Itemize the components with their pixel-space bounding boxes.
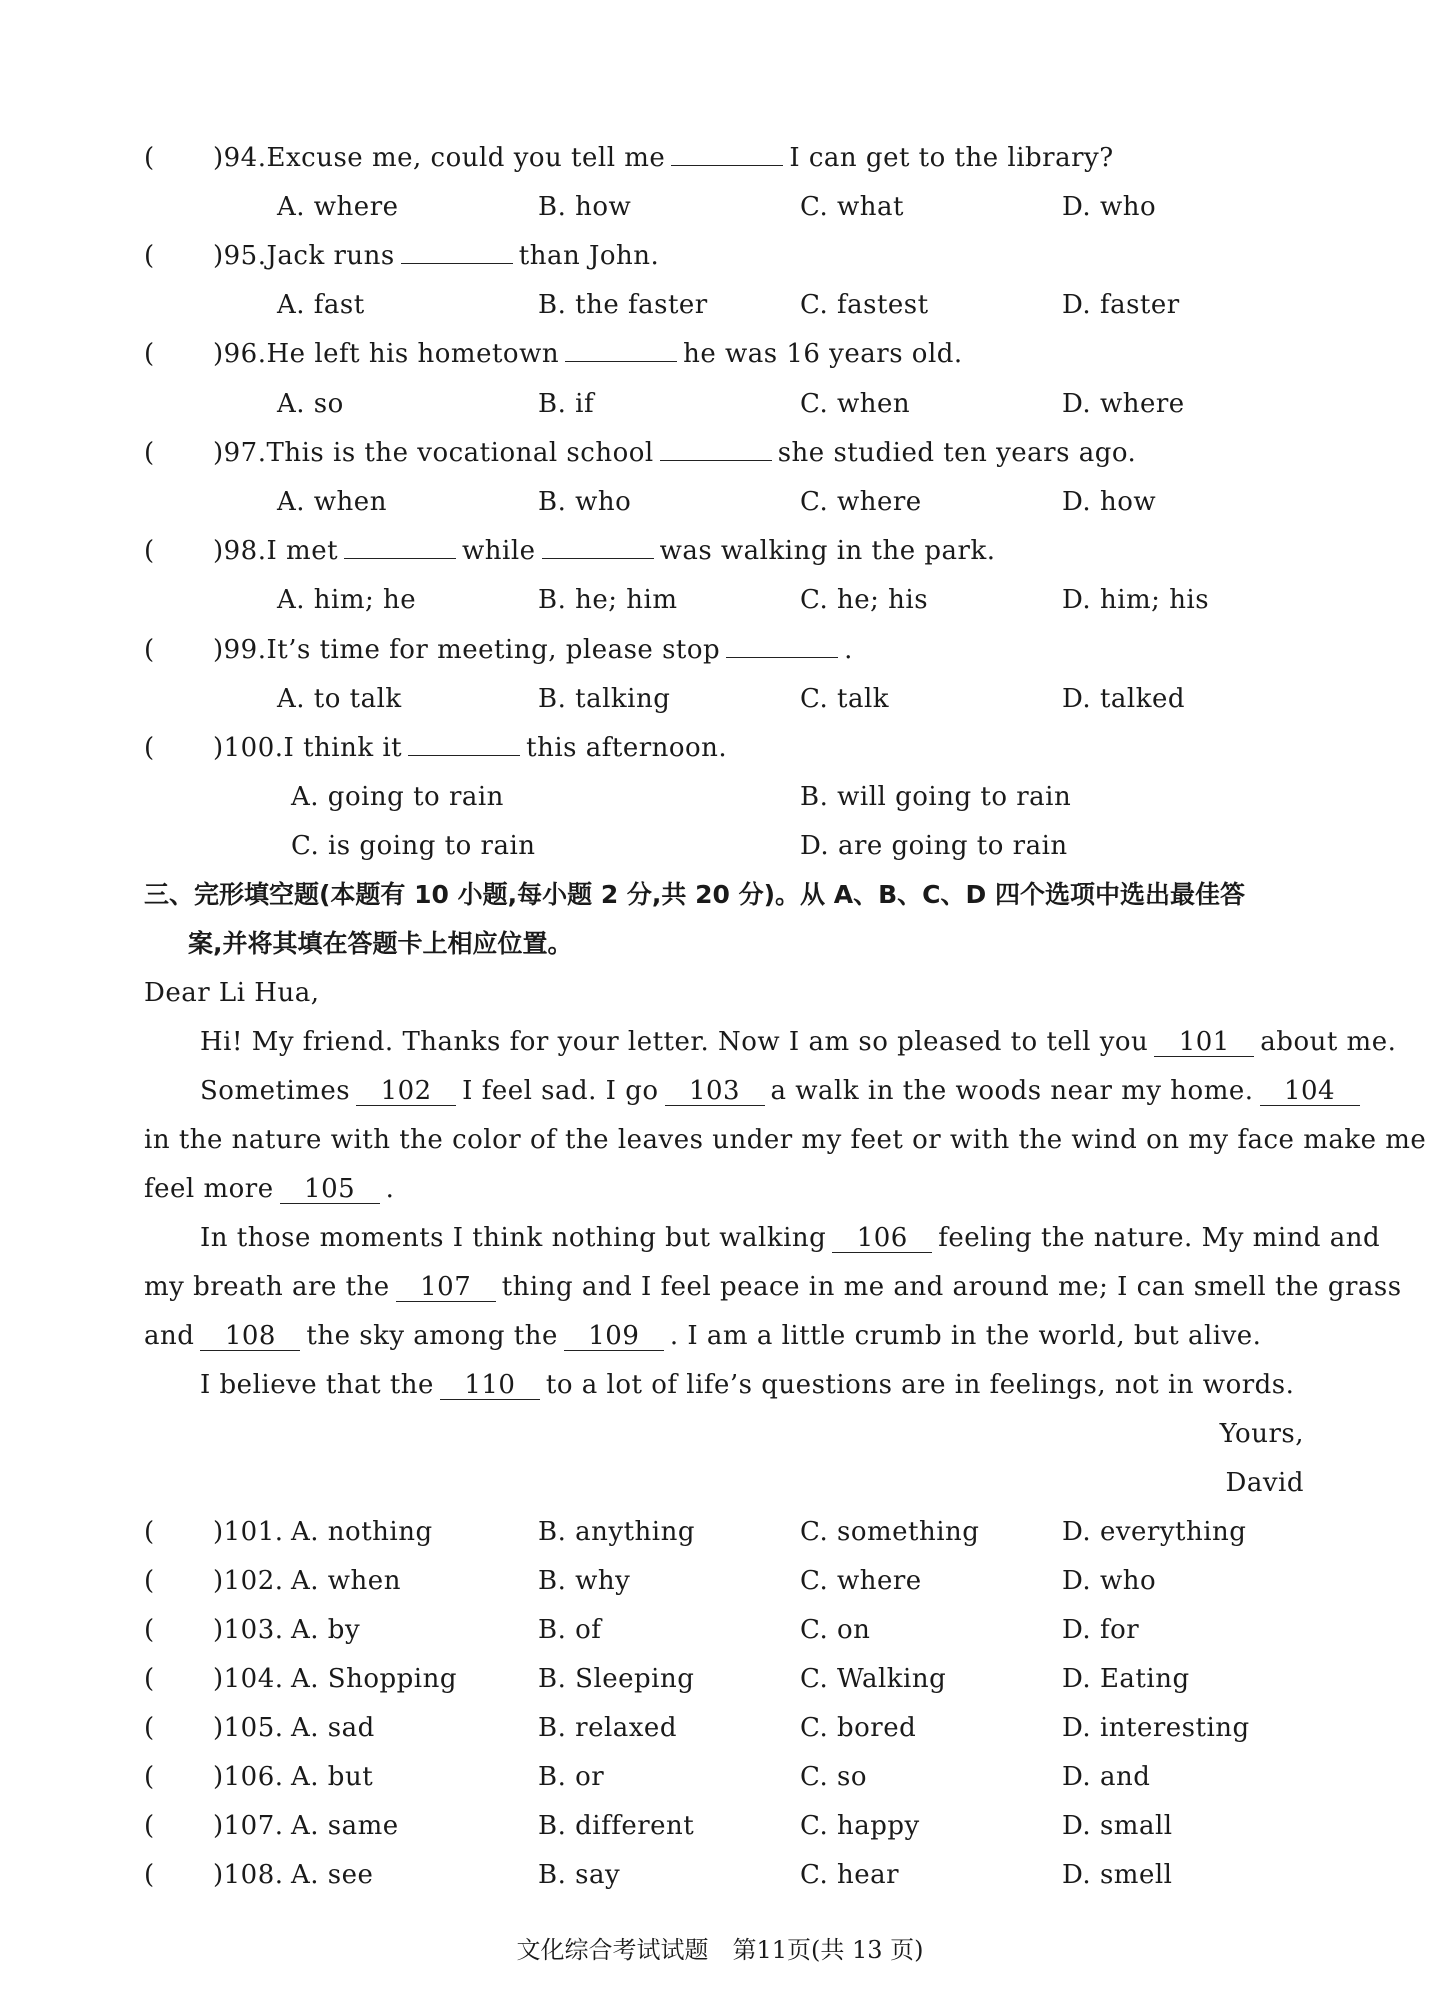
answer-paren[interactable]: (	[144, 339, 155, 369]
option-c[interactable]: C. on	[800, 1615, 871, 1645]
option-b[interactable]: B. Sleeping	[538, 1664, 695, 1694]
letter-text: my breath are the	[144, 1272, 390, 1302]
option-a[interactable]: A. nothing	[291, 1517, 433, 1547]
option-b[interactable]: B. anything	[538, 1517, 695, 1547]
question-96	[213, 338, 963, 370]
page-footer: 文化综合考试试题 第11页(共 13 页)	[516, 1936, 924, 1964]
letter-text: I believe that the	[200, 1370, 434, 1400]
option-d[interactable]: D. faster	[1062, 290, 1180, 320]
option-a[interactable]: A. him; he	[277, 585, 417, 615]
answer-blank	[565, 339, 677, 362]
option-c[interactable]: C. where	[800, 1566, 922, 1596]
letter-line-6	[144, 1271, 1402, 1303]
cloze-number: )102.	[213, 1566, 284, 1596]
letter-text: and	[144, 1321, 195, 1351]
question-text: I think it	[283, 733, 403, 763]
option-d[interactable]: D. him; his	[1062, 585, 1210, 615]
answer-blank	[726, 635, 838, 658]
option-c[interactable]: C. fastest	[800, 290, 929, 320]
option-c[interactable]: C. happy	[800, 1811, 920, 1841]
option-a[interactable]: A. Shopping	[291, 1664, 458, 1694]
answer-paren[interactable]: (	[144, 241, 155, 271]
option-b[interactable]: B. he; him	[538, 585, 678, 615]
answer-blank	[408, 733, 520, 756]
cloze-blank: 103	[665, 1077, 765, 1106]
option-d[interactable]: D. and	[1062, 1762, 1151, 1792]
option-a[interactable]: A. when	[277, 487, 387, 517]
option-c[interactable]: C. bored	[800, 1713, 917, 1743]
cloze-number: )105.	[213, 1713, 284, 1743]
letter-greeting: Dear Li Hua,	[144, 978, 320, 1008]
letter-line-4	[144, 1173, 394, 1205]
question-number: )94.	[213, 143, 267, 173]
answer-blank	[660, 438, 772, 461]
option-b[interactable]: B. will going to rain	[800, 782, 1072, 812]
question-100	[213, 732, 727, 764]
option-b[interactable]: B. talking	[538, 684, 671, 714]
answer-paren[interactable]: (	[144, 635, 155, 665]
section-heading-cont: 案,并将其填在答题卡上相应位置。	[188, 929, 573, 958]
question-number: )99.	[213, 635, 267, 665]
answer-paren[interactable]: (	[144, 1664, 155, 1694]
option-b[interactable]: B. why	[538, 1566, 631, 1596]
answer-paren[interactable]: (	[144, 1615, 155, 1645]
option-a[interactable]: A. where	[277, 192, 399, 222]
letter-line-1	[200, 1026, 1396, 1058]
answer-blank	[671, 143, 783, 166]
question-97	[213, 437, 1136, 469]
question-text: This is the vocational school	[266, 438, 654, 468]
question-text: she studied ten years ago.	[777, 438, 1137, 468]
option-c[interactable]: C. is going to rain	[291, 831, 536, 861]
question-text: Excuse me, could you tell me	[266, 143, 666, 173]
answer-paren[interactable]: (	[144, 1566, 155, 1596]
option-a[interactable]: A. so	[277, 389, 344, 419]
option-c[interactable]: C. something	[800, 1517, 980, 1547]
option-d[interactable]: D. who	[1062, 1566, 1157, 1596]
option-a[interactable]: A. going to rain	[291, 782, 504, 812]
answer-paren[interactable]: (	[144, 438, 155, 468]
option-a[interactable]: A. same	[291, 1811, 399, 1841]
letter-line-2	[200, 1075, 1366, 1107]
letter-text: .	[385, 1174, 395, 1204]
letter-signature: David	[1225, 1468, 1304, 1498]
answer-paren[interactable]: (	[144, 1811, 155, 1841]
question-text: I met	[266, 536, 339, 566]
answer-blank	[344, 536, 456, 559]
option-b[interactable]: B. different	[538, 1811, 695, 1841]
option-c[interactable]: C. talk	[800, 684, 890, 714]
option-c[interactable]: C. what	[800, 192, 904, 222]
letter-line-8	[200, 1369, 1294, 1401]
option-c[interactable]: C. so	[800, 1762, 867, 1792]
cloze-blank: 104	[1260, 1077, 1360, 1106]
option-d[interactable]: D. interesting	[1062, 1713, 1250, 1743]
option-c[interactable]: C. he; his	[800, 585, 929, 615]
option-b[interactable]: B. of	[538, 1615, 602, 1645]
option-a[interactable]: A. fast	[277, 290, 365, 320]
answer-paren[interactable]: (	[144, 733, 155, 763]
cloze-blank: 110	[440, 1371, 540, 1400]
question-number: )95.	[213, 241, 267, 271]
option-a[interactable]: A. by	[291, 1615, 361, 1645]
question-text: while	[462, 536, 536, 566]
option-d[interactable]: D. smell	[1062, 1860, 1173, 1890]
letter-text: the sky among the	[306, 1321, 558, 1351]
option-a[interactable]: A. see	[291, 1860, 374, 1890]
letter-text: about me.	[1260, 1027, 1397, 1057]
letter-text: feel more	[144, 1174, 274, 1204]
section-heading: 三、完形填空题(本题有 10 小题,每小题 2 分,共 20 分)。从 A、B、C、D 四个选项中选出最佳答	[144, 880, 1245, 909]
cloze-blank: 107	[396, 1273, 496, 1302]
option-d[interactable]: D. are going to rain	[800, 831, 1068, 861]
option-c[interactable]: C. where	[800, 487, 922, 517]
option-c[interactable]: C. when	[800, 389, 911, 419]
letter-text: Sometimes	[200, 1076, 351, 1106]
letter-line-7	[144, 1320, 1261, 1352]
question-text: he was 16 years old.	[683, 339, 963, 369]
answer-paren[interactable]: (	[144, 536, 155, 566]
question-text: I can get to the library?	[789, 143, 1114, 173]
letter-line-5	[200, 1222, 1380, 1254]
question-text: this afternoon.	[526, 733, 728, 763]
answer-paren[interactable]: (	[144, 1517, 155, 1547]
letter-line-3: in the nature with the color of the leaves under my feet or with the wind on my face make me	[144, 1125, 1427, 1155]
option-a[interactable]: A. when	[291, 1566, 401, 1596]
option-b[interactable]: B. or	[538, 1762, 605, 1792]
option-a[interactable]: A. sad	[291, 1713, 375, 1743]
question-number: )98.	[213, 536, 267, 566]
question-number: )97.	[213, 438, 267, 468]
answer-blank	[542, 536, 654, 559]
option-c[interactable]: C. hear	[800, 1860, 900, 1890]
letter-text: . I am a little crumb in the world, but alive.	[669, 1321, 1262, 1351]
question-text: .	[844, 635, 853, 665]
cloze-blank: 101	[1154, 1028, 1254, 1057]
question-text: than John.	[518, 241, 660, 271]
letter-text: In those moments I think nothing but walking	[200, 1223, 827, 1253]
letter-text: thing and I feel peace in me and around me; I can smell the grass	[501, 1272, 1402, 1302]
cloze-blank: 106	[832, 1224, 932, 1253]
question-text: Jack runs	[266, 241, 395, 271]
option-d[interactable]: D. small	[1062, 1811, 1173, 1841]
letter-text: I feel sad. I go	[462, 1076, 659, 1106]
cloze-number: )104.	[213, 1664, 284, 1694]
cloze-number: )108.	[213, 1860, 284, 1890]
answer-paren[interactable]: (	[144, 1762, 155, 1792]
option-d[interactable]: D. Eating	[1062, 1664, 1190, 1694]
question-number: )96.	[213, 339, 267, 369]
question-number: )100.	[213, 733, 284, 763]
option-d[interactable]: D. everything	[1062, 1517, 1247, 1547]
question-99	[213, 634, 853, 666]
answer-paren[interactable]: (	[144, 1860, 155, 1890]
cloze-number: )101.	[213, 1517, 284, 1547]
question-94	[213, 142, 1114, 174]
letter-text: Hi! My friend. Thanks for your letter. Now I am so pleased to tell you	[200, 1027, 1149, 1057]
cloze-number: )107.	[213, 1811, 284, 1841]
cloze-number: )106.	[213, 1762, 284, 1792]
cloze-blank: 105	[280, 1175, 380, 1204]
option-c[interactable]: C. Walking	[800, 1664, 947, 1694]
question-98	[213, 535, 995, 567]
option-a[interactable]: A. to talk	[277, 684, 402, 714]
question-text: He left his hometown	[266, 339, 560, 369]
option-b[interactable]: B. the faster	[538, 290, 708, 320]
question-95	[213, 240, 659, 272]
option-d[interactable]: D. talked	[1062, 684, 1185, 714]
option-d[interactable]: D. how	[1062, 487, 1157, 517]
question-text: It’s time for meeting, please stop	[266, 635, 721, 665]
option-b[interactable]: B. say	[538, 1860, 621, 1890]
answer-paren[interactable]: (	[144, 1713, 155, 1743]
option-d[interactable]: D. who	[1062, 192, 1157, 222]
option-b[interactable]: B. how	[538, 192, 632, 222]
option-b[interactable]: B. who	[538, 487, 632, 517]
option-d[interactable]: D. for	[1062, 1615, 1140, 1645]
option-d[interactable]: D. where	[1062, 389, 1185, 419]
letter-text: to a lot of life’s questions are in feelings, not in words.	[545, 1370, 1295, 1400]
option-b[interactable]: B. if	[538, 389, 595, 419]
cloze-blank: 109	[564, 1322, 664, 1351]
letter-closing: Yours,	[1219, 1419, 1304, 1449]
answer-blank	[401, 241, 513, 264]
cloze-number: )103.	[213, 1615, 284, 1645]
answer-paren[interactable]: (	[144, 143, 155, 173]
option-b[interactable]: B. relaxed	[538, 1713, 677, 1743]
cloze-blank: 102	[356, 1077, 456, 1106]
letter-text: feeling the nature. My mind and	[938, 1223, 1381, 1253]
question-text: was walking in the park.	[659, 536, 996, 566]
letter-text: a walk in the woods near my home.	[770, 1076, 1254, 1106]
cloze-blank: 108	[200, 1322, 300, 1351]
option-a[interactable]: A. but	[291, 1762, 374, 1792]
